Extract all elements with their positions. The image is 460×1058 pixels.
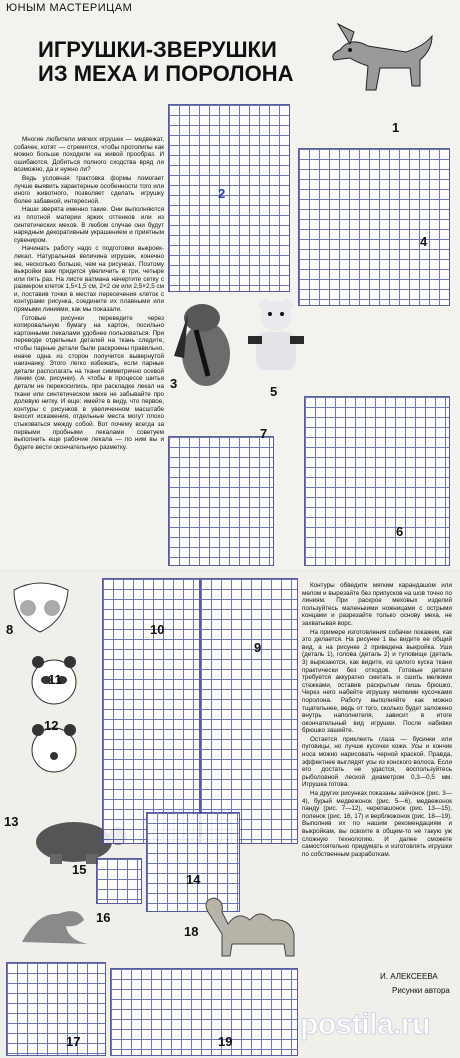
figure-number-12: 12 [44, 718, 59, 733]
figure-number-4: 4 [420, 234, 428, 249]
title-line-2: ИЗ МЕХА И ПОРОЛОНА [38, 61, 294, 86]
illustration-credit: Рисунки автора [392, 986, 450, 995]
figure-number-17: 17 [66, 1034, 81, 1049]
figure-number-6: 6 [396, 524, 404, 539]
text-paragraph: Начинать работу надо с подготовки выкроек-лекал. Натуральная величина игрушек, конечно же, несколько больше, чем на рисунках. Поэтому выкройки вам придется увеличить в три, четыре или пять раз. На листе ватмана начертите сетку с размером клеток 1,5×1,5 см, 2×2 см или 2,5×2,5 см и, поставив точки в местах пересечения клеток с контурами рисунка, соедините их плавными или прямыми линиями, как мы показали. [14, 245, 164, 314]
author-name: И. АЛЕКСЕЕВА [380, 972, 438, 981]
text-paragraph: На примере изготовления собачки покажем, как это делается. На рисунке 1 вы видите ее общий вид, а на рисунке 2 приведена выкройка. Уши (деталь 1), голова (деталь 2) и туловище (деталь 3) вырезаются, как видите, из целого куска ткани практически без отходов. Готовые детали требуется аккуратно сметать и сшить мелкими стежками, оставив раскрытым лишь брюшко. Через него набейте игрушку мелкими кусочками поролона. Работу выполняйте как можно тщательнее, ведь от того, сколько будет заложено внутрь наполнителя, зависит в итоге окончательный вид игрушки. После набивки брюшко зашейте. [302, 628, 452, 735]
figure-number-13: 13 [4, 814, 19, 829]
title-line-1: ИГРУШКИ-ЗВЕРУШКИ [38, 37, 277, 62]
figure-number-3: 3 [170, 376, 178, 391]
dog-illustration [320, 6, 450, 101]
text-paragraph: Ведь условная трактовка формы помогает лучше выявить характерные особенности того или иного животного, позволяет сделать игрушку более забавной, интересной. [14, 174, 164, 205]
article-text-left [14, 136, 164, 452]
text-paragraph: Готовые рисунки переведите через копировальную бумагу на картон, посильно картонными лекалами удобнее пользоваться. При переводе отдельных деталей на ткань следите, чтобы парные детали были раскроены правильно, иначе одна из сторон получится вывернутой наизнанку. Этого легко избежать, если парные детали располагать на ткани симметрично осевой линии (см. рисунки). А чтобы в процессе шитья детали не перекосились, при раскладке лекал на ткани или синтетическом мехе не забывайте про долевую нитку. И еще: имейте в виду, что первое, контуры с рисунков в увеличенном масштабе вносит искажения, отдельные места могут плохо стыковаться между собой. Вот почему всегда за первыми пробными лекалами советуем выполнить еще рабочие лекала — по ним вы и будете вести окончательную разметку. [14, 314, 164, 451]
figure-number-14: 14 [186, 872, 201, 887]
figure-number-2: 2 [218, 186, 226, 201]
pattern-grid-19 [110, 968, 298, 1056]
figure-number-19: 19 [218, 1034, 233, 1049]
seal-photo [18, 902, 92, 948]
bear-photo [248, 296, 304, 380]
figure-number-8: 8 [6, 622, 14, 637]
text-paragraph: Контуры обведите мягким карандашом или мелом и вырезайте без припусков на шов точно по линиям. При раскрое меховых изделий пользуйтесь маленькими ножницами с острыми концами и разрезайте только основу меха, не захватывая ворс. [302, 582, 452, 627]
figure-number-7: 7 [260, 426, 268, 441]
pattern-grid-17 [6, 962, 106, 1056]
figure-number-1: 1 [392, 120, 400, 135]
figure-number-5: 5 [270, 384, 278, 399]
text-paragraph: Наши зверята именно такие. Они выполняются из плотной материи ярких оттенков или из синтетических мехов. В любом случае они будут нарядным декоративным украшением и приятным сувениром. [14, 206, 164, 244]
article-title [38, 38, 294, 86]
figure-number-10: 10 [150, 622, 165, 637]
pattern-grid-9 [200, 578, 298, 844]
figure-number-16: 16 [96, 910, 111, 925]
pattern-grid-4 [298, 148, 450, 306]
text-paragraph: Остается приклеить глаза — бусинки или пуговицы, но лучше кусочки кожи. Усы и кончик носа можно нарисовать черной краской. Правда, эффектнее выглядят усы из конского волоса. Если его достать не удастся, воспользуйтесь рыболовной леской диаметром 0,3—0,5 мм. Игрушка готова. [302, 735, 452, 789]
figure-number-11: 11 [48, 672, 62, 687]
watermark: postila.ru [300, 1008, 431, 1041]
bottom-sheet [0, 572, 460, 1058]
pattern-grid-15 [96, 858, 142, 904]
section-header: ЮНЫМ МАСТЕРИЦАМ [6, 2, 133, 14]
text-paragraph: Многие любители мягких игрушек — медвежат, собачек, котят — стремятся, чтобы протопипы как можно больше походили на живой прообраз. И ошибаются. Добиться полного сходства вряд ли возможно, да и нужно ли? [14, 136, 164, 174]
figure-number-15: 15 [72, 862, 87, 877]
pattern-grid-10 [102, 578, 200, 844]
panda-ears-pattern [6, 580, 76, 640]
bunny-photo [168, 296, 240, 392]
camel-photo [198, 890, 302, 964]
pattern-grid-7 [168, 436, 274, 566]
pattern-grid-6 [304, 396, 450, 566]
article-text-right [302, 582, 452, 859]
text-paragraph: На других рисунках показаны зайчонок (рис. 3—4), бурый медвежонок (рис. 5—6), медвежонок панду (рис. 7—12), черепашонок (рис. 13—15), поленок (рис. 16, 17) и верблюжонок (рис. 18—19). Выполнив их по нашим рекомендациям и выкройкам, вы освоите в общем-то не такую уж сложную технологию. И далее сможете самостоятельно придумать и изготовлять игрушки по собственным разработкам. [302, 790, 452, 858]
figure-number-9: 9 [254, 640, 262, 655]
pattern-grid-2 [168, 104, 290, 292]
figure-number-18: 18 [184, 924, 199, 939]
